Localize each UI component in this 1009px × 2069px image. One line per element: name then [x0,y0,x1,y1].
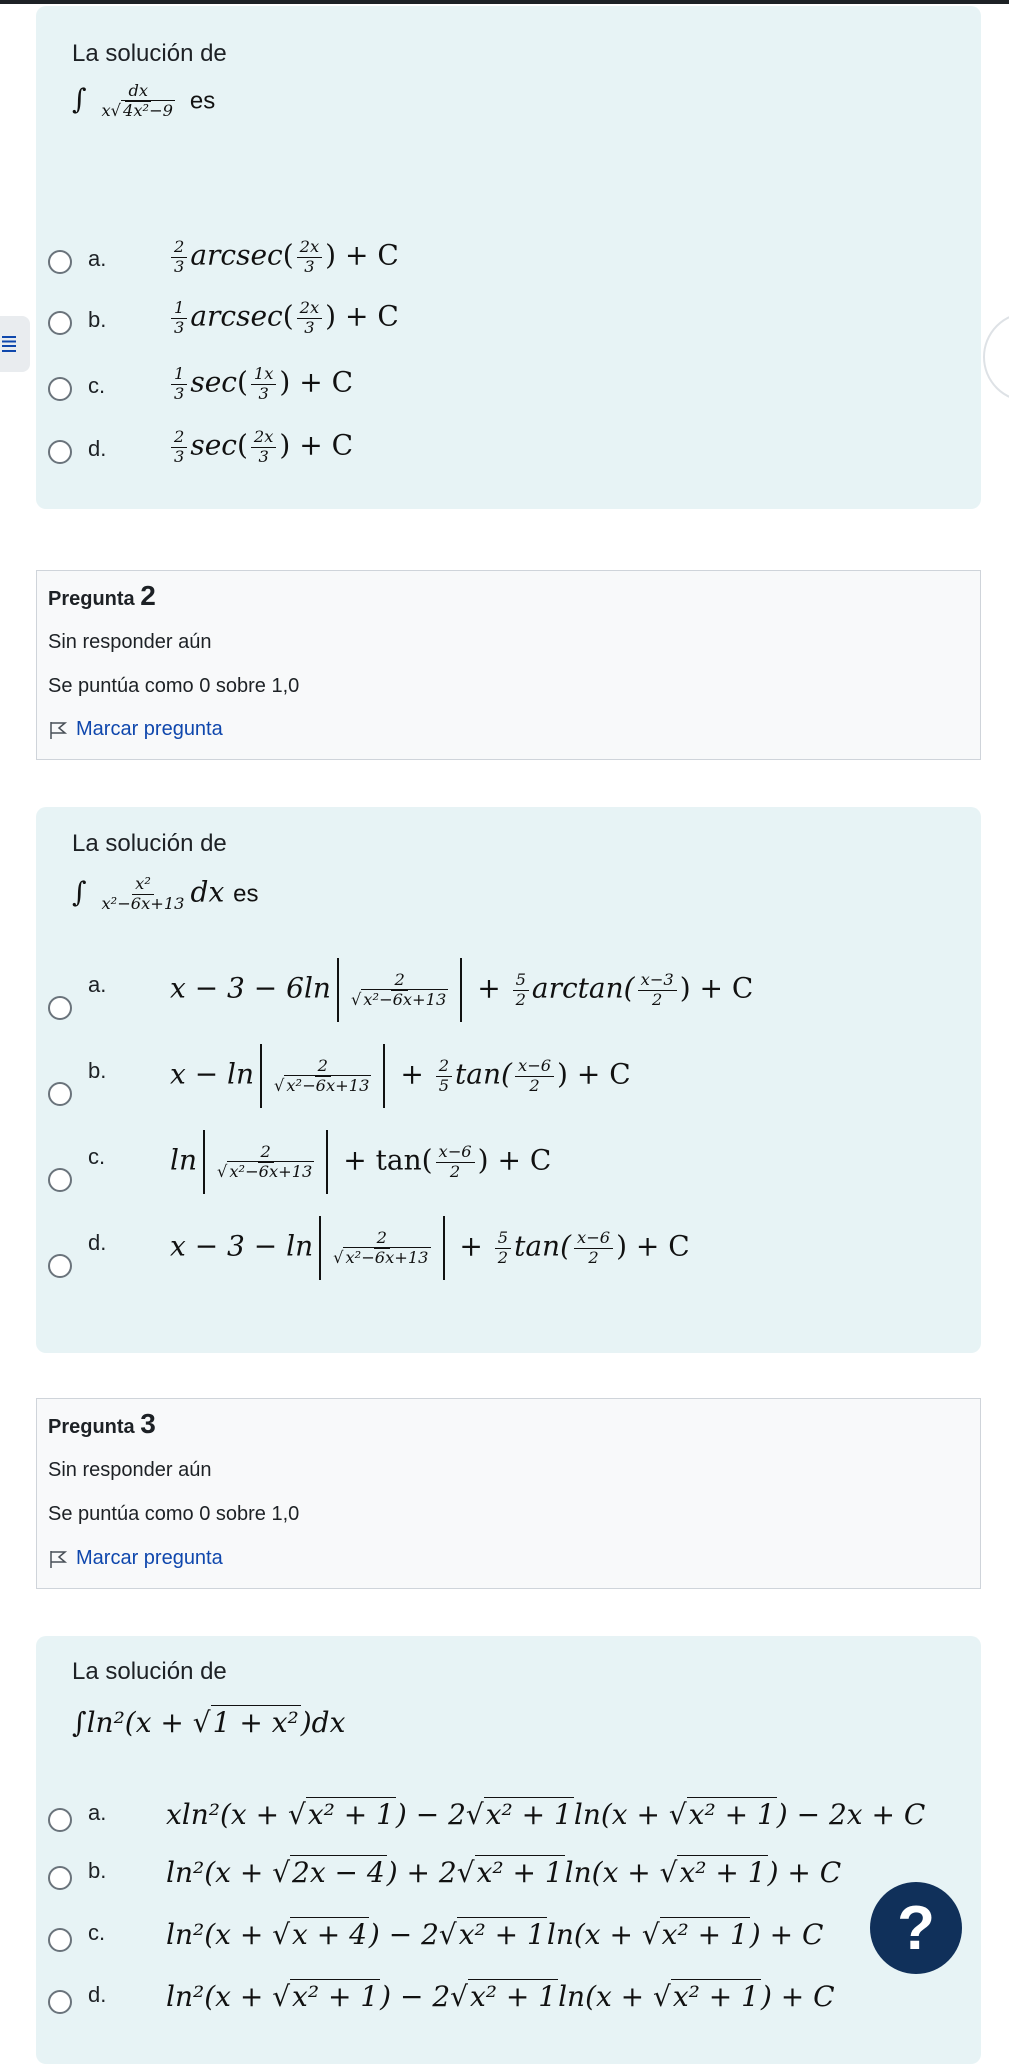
q3-status: Sin responder aún [48,1459,212,1481]
flag-icon [48,1549,68,1569]
edge-circle-button[interactable] [983,312,1009,402]
q3-flag-link[interactable]: Marcar pregunta [48,1547,223,1570]
drawer-toggle-button[interactable] [0,316,30,372]
q3-title: Pregunta 3 [48,1408,156,1439]
flag-icon [48,720,68,740]
q1-radio-d[interactable] [48,440,72,464]
q3-radio-c[interactable] [48,1928,72,1952]
q1-prompt: La solución de [72,40,227,67]
q2-radio-d[interactable] [48,1254,72,1278]
q1-radio-b[interactable] [48,311,72,335]
q3-score: Se puntúa como 0 sobre 1,0 [48,1503,300,1525]
q2-radio-c[interactable] [48,1168,72,1192]
q2-prompt: La solución de [72,830,227,857]
q3-integral: ∫ln²(x + √1 + x²)dx [72,1706,346,1739]
q3-radio-b[interactable] [48,1866,72,1890]
q3-radio-d[interactable] [48,1990,72,2014]
q1-es: es [189,87,216,115]
q2-radio-a[interactable] [48,996,72,1020]
q2-radio-b[interactable] [48,1082,72,1106]
q2-flag-link[interactable]: Marcar pregunta [48,718,223,741]
q2-score: Se puntúa como 0 sobre 1,0 [48,675,300,697]
q2-status: Sin responder aún [48,631,212,653]
top-bar [0,0,1009,4]
q2-title: Pregunta 2 [48,580,156,611]
q1-radio-c[interactable] [48,377,72,401]
q3-radio-a[interactable] [48,1808,72,1832]
q2-integral: ∫ $\frac{\text{x²}}{\text{x²−6x+13}}$ dx es [72,874,259,913]
q3-prompt: La solución de [72,1658,227,1685]
menu-lines-icon [2,336,16,352]
help-button[interactable]: ? [870,1882,962,1974]
q1-integral: ∫ $\frac{dx}{\text{x√ 4x²−9}}$ es [72,81,216,120]
q1-radio-a[interactable] [48,250,72,274]
q2-es: es [233,880,259,908]
